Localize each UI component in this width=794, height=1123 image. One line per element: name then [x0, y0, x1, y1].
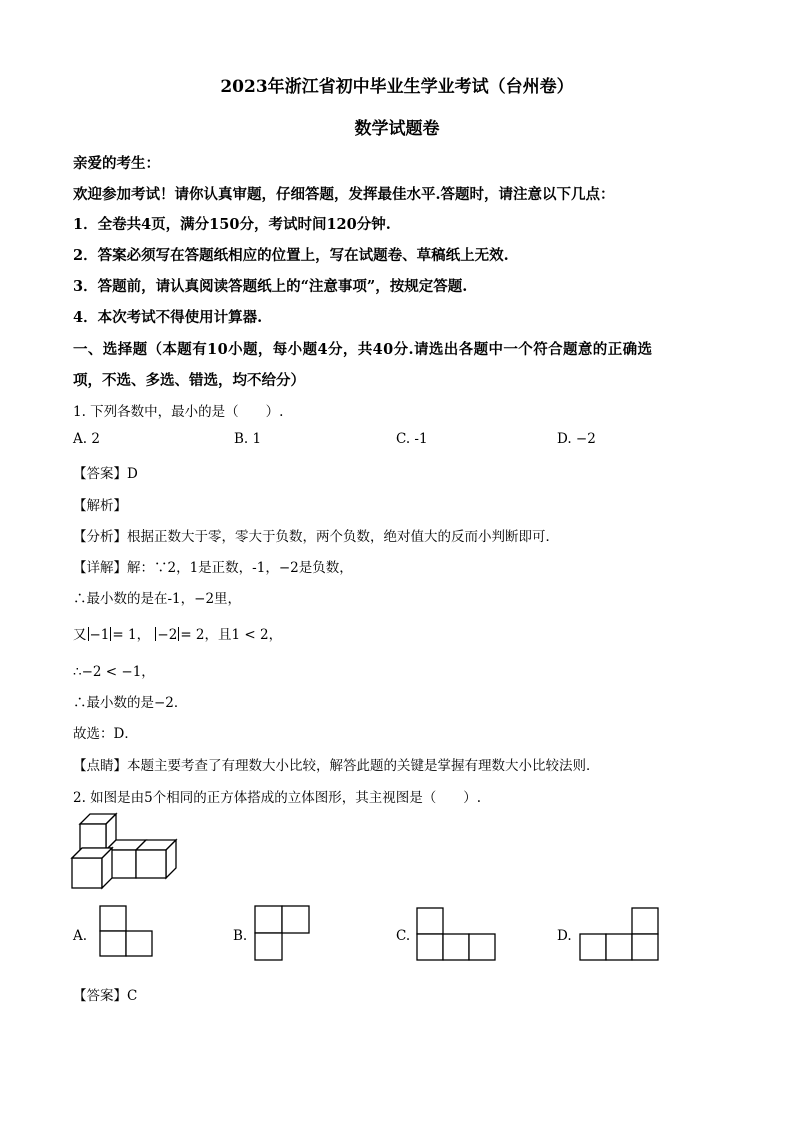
q1-option-a: A. 2	[73, 431, 100, 447]
q1-line-e: 故选：D．	[73, 726, 138, 742]
q1-detail: 【详解】解：∵2，1是正数，-1，−2是负数，	[73, 560, 353, 576]
note-3: 3．答题前，请认真阅读答题纸上的“注意事项”，按规定答题.	[73, 278, 468, 295]
section-heading-line1: 一、选择题（本题有10小题，每小题4分，共40分.请选出各题中一个符合题意的正确选	[73, 341, 653, 358]
q1-option-b: B. 1	[234, 431, 262, 447]
q2-option-b-label: B.	[233, 928, 248, 944]
q1-line-a: ∴最小数的是在-1，−2里，	[73, 591, 242, 607]
q1-abs-two: −2	[157, 627, 178, 643]
section-heading-line2: 项，不选、多选、错选，均不给分）	[73, 372, 305, 389]
page-subtitle: 数学试题卷	[354, 119, 440, 139]
q1-stem: 1. 下列各数中，最小的是（ ）.	[73, 404, 284, 420]
q1-answer: 【答案】D	[73, 466, 138, 482]
q1-analysis-label: 【解析】	[73, 498, 127, 514]
greeting: 亲爱的考生：	[73, 155, 160, 172]
q1-line-d: ∴最小数的是−2．	[73, 695, 188, 711]
q2-solid-figure	[70, 810, 180, 892]
page-title: 2023年浙江省初中毕业生学业考试（台州卷）	[220, 77, 574, 97]
q2-option-a-label: A.	[73, 928, 88, 944]
note-4: 4．本次考试不得使用计算器.	[73, 309, 263, 326]
q1-abs-two-eq: = 2，且1 < 2，	[180, 627, 283, 643]
q1-abs-one-eq: = 1，	[112, 627, 151, 643]
q2-option-b-figure	[253, 904, 311, 962]
q2-stem: 2. 如图是由5个相同的正方体搭成的立体图形，其主视图是（ ）.	[73, 790, 482, 806]
q1-option-c: C. -1	[396, 431, 428, 447]
q2-option-c-label: C.	[396, 928, 411, 944]
q2-answer: 【答案】C	[73, 988, 138, 1004]
q2-option-a-figure	[98, 904, 154, 958]
note-2: 2．答案必须写在答题纸相应的位置上，写在试题卷、草稿纸上无效.	[73, 247, 509, 264]
q1-dianjing: 【点睛】本题主要考查了有理数大小比较，解答此题的关键是掌握有理数大小比较法则．	[73, 758, 600, 774]
q1-option-d: D. −2	[557, 431, 596, 447]
q1-abs-one: −1	[89, 627, 110, 643]
q1-fenxi: 【分析】根据正数大于零，零大于负数，两个负数，绝对值大的反而小判断即可．	[73, 529, 559, 545]
q2-option-c-figure	[415, 906, 499, 962]
q1-abs-prefix: 又	[73, 627, 87, 643]
q1-line-c: ∴−2 < −1，	[73, 664, 155, 680]
welcome-text: 欢迎参加考试！请你认真审题，仔细答题，发挥最佳水平.答题时，请注意以下几点：	[73, 186, 615, 203]
q2-option-d-label: D.	[557, 928, 572, 944]
note-1: 1．全卷共4页，满分150分，考试时间120分钟.	[73, 216, 391, 233]
q1-abs-line	[73, 623, 282, 643]
q2-option-d-figure	[578, 906, 662, 962]
